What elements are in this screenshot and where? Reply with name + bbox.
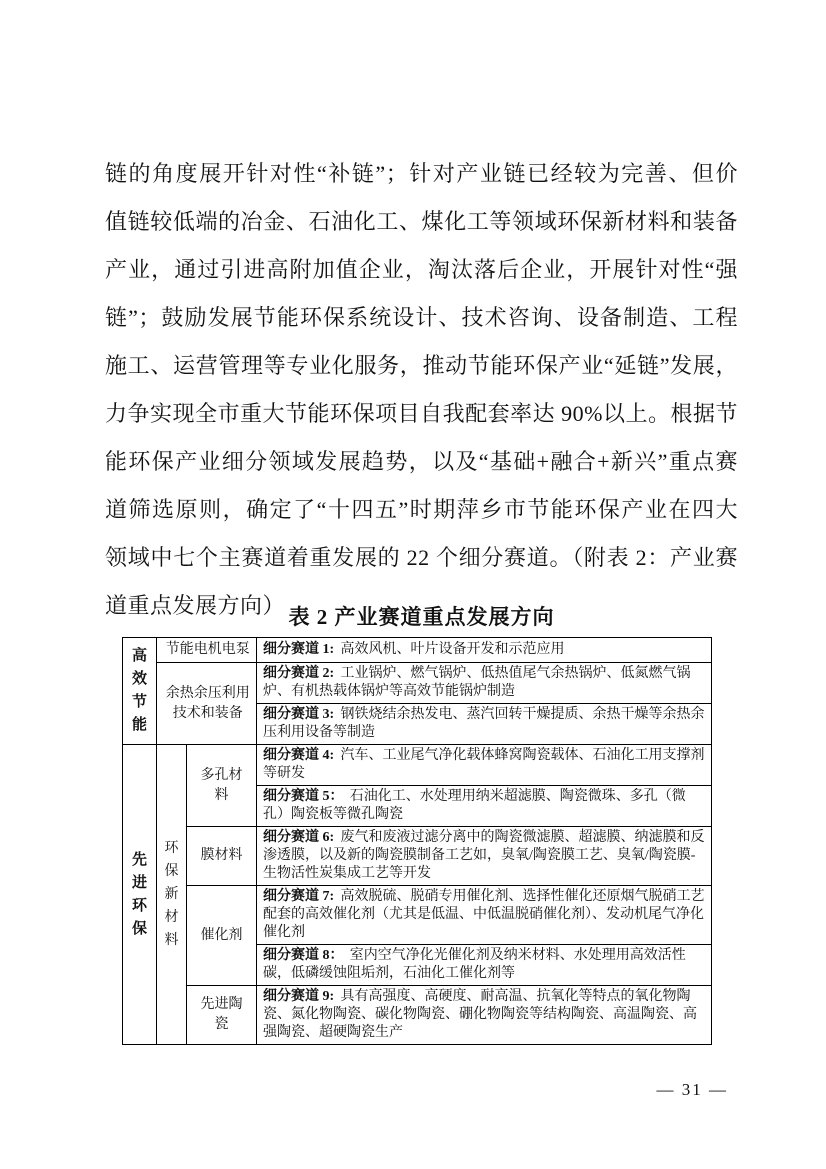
material-cell: [187, 986, 257, 1045]
subcategory-cell: [157, 745, 187, 1045]
track-cell: [257, 786, 712, 827]
track-text: 石油化工、水处理用纳米超滤膜、陶瓷微珠、多孔（微孔）陶瓷板等微孔陶瓷: [263, 789, 686, 822]
track-label: 细分赛道 5：: [263, 789, 344, 804]
material-cell: [187, 827, 257, 886]
material-label: 膜材料: [200, 848, 243, 863]
track-label: 细分赛道 2:: [263, 666, 335, 681]
paragraph-line: 力争实现全市重大节能环保项目自我配套率达 90%以上。根据节: [105, 401, 738, 426]
page-number: — 31 —: [656, 1080, 728, 1099]
track-label: 细分赛道 7:: [263, 889, 335, 904]
track-cell: [257, 745, 712, 786]
track-label: 细分赛道 1:: [263, 642, 335, 657]
paragraph-line: 道重点发展方向）: [105, 593, 286, 618]
table-row: [123, 827, 712, 886]
table-row: [123, 886, 712, 945]
track-text: 高效脱硫、脱硝专用催化剂、选择性催化还原烟气脱硝工艺配套的高效催化剂（尤其是低温、中低温脱硝催化剂）、发动机尾气净化催化剂: [263, 889, 705, 940]
track-label: 细分赛道 4:: [263, 748, 335, 763]
subcategory-cell: [157, 663, 257, 745]
subcategory-label: 余热余压利用技术和装备: [165, 685, 250, 721]
subcategory-label: 环保新材料: [164, 841, 179, 948]
table-row: [123, 745, 712, 786]
track-text: 汽车、工业尾气净化载体蜂窝陶瓷载体、石油化工用支撑剂等研发: [263, 748, 705, 781]
paragraph-line: 链”；鼓励发展节能环保系统设计、技术咨询、设备制造、工程: [105, 305, 738, 330]
paragraph-line: 施工、运营管理等专业化服务，推动节能环保产业“延链”发展，: [105, 353, 738, 378]
paragraph-line: 链的角度展开针对性“补链”；针对产业链已经较为完善、但价: [105, 161, 738, 186]
material-label: 多孔材料: [200, 767, 243, 803]
paragraph-line: 产业，通过引进高附加值企业，淘汰落后企业，开展针对性“强: [105, 257, 738, 282]
track-cell: [257, 986, 712, 1045]
track-cell: [257, 638, 712, 663]
track-cell: [257, 663, 712, 704]
paragraph-line: 值链较低端的冶金、石油化工、煤化工等领域环保新材料和装备: [105, 209, 738, 234]
body-paragraph: [105, 150, 738, 630]
track-text: 室内空气净化光催化剂及纳米材料、水处理用高效活性碳，低磷缓蚀阻垢剂，石油化工催化剂等: [263, 948, 686, 981]
track-text: 钢铁烧结余热发电、蒸汽回转干燥提质、余热干燥等余热余压利用设备等制造: [263, 707, 705, 740]
table-row: [123, 986, 712, 1045]
track-label: 细分赛道 3:: [263, 707, 335, 722]
material-cell: [187, 745, 257, 827]
category-label: 先进环保: [131, 851, 147, 937]
track-text: 工业锅炉、燃气锅炉、低热值尾气余热锅炉、低氮燃气锅炉、有机热载体锅炉等高效节能锅炉制造: [263, 666, 691, 699]
track-cell: [257, 945, 712, 986]
category-cell: [123, 638, 157, 745]
track-cell: [257, 886, 712, 945]
subcategory-cell: [157, 638, 257, 663]
track-text: 具有高强度、高硬度、耐高温、抗氧化等特点的氧化物陶瓷、氮化物陶瓷、碳化物陶瓷、硼化物陶瓷等结构陶瓷、高温陶瓷、高强陶瓷、超硬陶瓷生产: [263, 989, 697, 1040]
table-row: [123, 638, 712, 663]
track-label: 细分赛道 6:: [263, 830, 335, 845]
development-table: [122, 637, 712, 1045]
category-cell: [123, 745, 157, 1045]
material-label: 先进陶瓷: [200, 997, 243, 1032]
paragraph-line: 领域中七个主赛道着重发展的 22 个细分赛道。（附表 2：产业赛: [105, 545, 738, 570]
paragraph-line: 道筛选原则，确定了“十四五”时期萍乡市节能环保产业在四大: [105, 497, 738, 522]
track-text: 高效风机、叶片设备开发和示范应用: [340, 642, 565, 657]
track-cell: [257, 704, 712, 745]
track-cell: [257, 827, 712, 886]
material-label: 催化剂: [200, 927, 243, 943]
table-title: 表 2 产业赛道重点发展方向: [288, 605, 555, 629]
track-label: 细分赛道 8：: [263, 948, 344, 963]
table-row: [123, 663, 712, 704]
track-label: 细分赛道 9:: [263, 989, 335, 1004]
category-label: 高效节能: [131, 648, 147, 733]
paragraph-line: 能环保产业细分领域发展趋势，以及“基础+融合+新兴”重点赛: [105, 449, 738, 474]
track-text: 废气和废液过滤分离中的陶瓷微滤膜、超滤膜、纳滤膜和反渗透膜，以及新的陶瓷膜制备工艺如，臭氧/陶瓷膜工艺、臭氧/陶瓷膜-生物活性炭集成工艺等开发: [263, 830, 705, 881]
material-cell: [187, 886, 257, 986]
subcategory-label: 节能电机电泵: [165, 642, 250, 657]
